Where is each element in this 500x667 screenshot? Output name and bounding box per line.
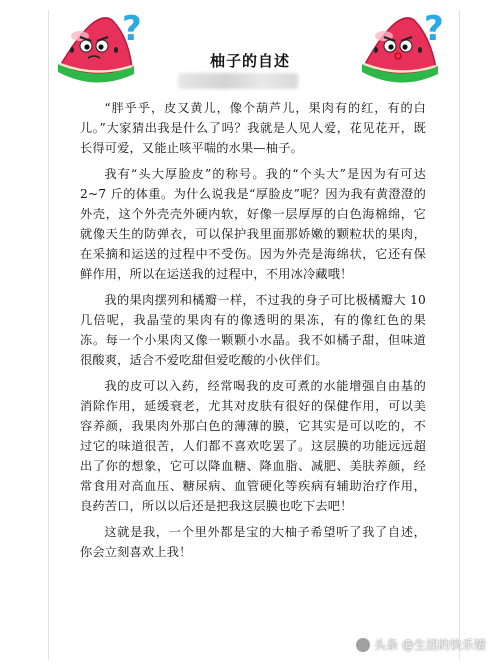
watermelon-mascot-left <box>50 6 142 88</box>
paragraph: 我有“头大厚脸皮”的称号。我的“个头大”是因为有可达 2~7 斤的体重。为什么说我是“厚脸皮”呢？因为我有黄澄澄的外壳，这个外壳壳外硬内软，好像一层厚厚的白色海棉绵，它就像天生的防弹衣，可以保护我里面那娇嫩的颗粒状的果肉，在采摘和运送的过程中不受伤。因为外壳是海绵状，它还有保鲜作用，所以在运送我的过程中，不用冰冷藏哦！ <box>80 167 426 281</box>
watermelon-mascot-right <box>356 6 448 88</box>
paragraph: “胖乎乎，皮又黄儿，像个葫芦儿，果肉有的红，有的白儿。”大家猜出我是什么了吗？我就是人见人爱，花见花开，既长得可爱，又能止咳平喘的水果—柚子。 <box>80 101 426 155</box>
document-body <box>80 98 426 568</box>
watermark <box>356 636 486 653</box>
watermark-logo-icon <box>356 638 370 652</box>
paragraph: 这就是我，一个里外都是宝的大柚子希望听了我了自述，你会立刻喜欢上我！ <box>80 525 426 559</box>
document-title: 柚子的自述 <box>209 52 290 70</box>
question-mark-icon: ? <box>122 9 142 49</box>
paragraph: 我的皮可以入药，经常喝我的皮可煮的水能增强自由基的消除作用，延缓衰老，尤其对皮肤有很好的保健作用，可以美容养颜，我果肉外那白色的薄薄的膜，它其实是可以吃的，不过它的味道很苦，人们都不喜欢吃罢了。这层膜的功能远远超出了你的想象，它可以降血糖、降血脂、减肥、美肤养颜，经常食用对高血压、糖尿病、血管硬化等疾病有辅助治疗作用，良药苦口，所以以后还是把我这层膜也吃下去吧！ <box>80 379 426 513</box>
paragraph: 我的果肉摆列和橘瓣一样，不过我的身子可比极橘瓣大 10 几倍呢，我晶莹的果肉有的像透明的果冻，有的像红色的果冻。每一个小果肉又像一颗颗小水晶。我不如橘子甜，但味道很酸爽，适合不爱吃甜但爱吃酸的小伙伴们。 <box>80 293 426 367</box>
blurred-author-name <box>178 73 298 89</box>
question-mark-icon: ? <box>424 9 444 49</box>
watermark-text: 头条 @生活的快乐错 <box>374 638 486 652</box>
